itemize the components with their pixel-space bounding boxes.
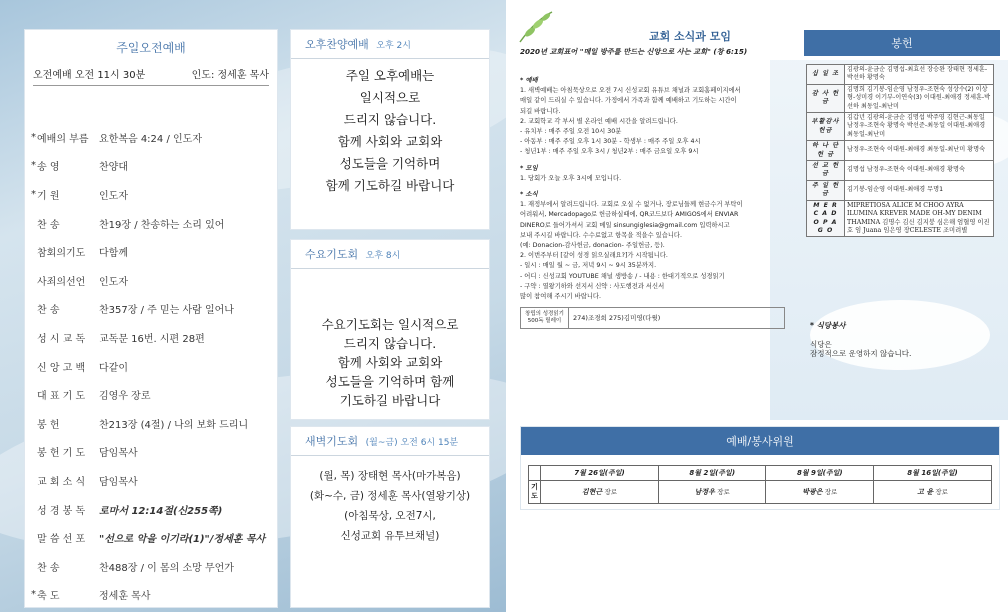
worship-order-value: "선으로 악을 이기라(1)"/정세훈 목사: [99, 534, 266, 546]
offering-names: MIPRETIOSA ALICE M CHOO AYRA ILUMINA KREVER MADE OH-MY DENIM THAMINA 김명수 김신 김지붕 심은해 엄혈영 이진호 임 Juana 임은영 장CELESTE 조미려별: [845, 200, 994, 237]
message-line: 함께 기도하길 바랍니다: [325, 178, 455, 193]
message-line: 기도하길 바랍니다: [339, 393, 441, 408]
worship-order-value: 찬488장 / 이 몸의 소망 무언가: [99, 562, 234, 574]
meal-service-body: [810, 340, 911, 358]
worship-order-row: [31, 409, 275, 438]
table-corner: [529, 466, 541, 481]
offering-category: 십 일 조: [807, 65, 845, 85]
bible-reading-relay-label: 창립의 성경읽기 500독 릴레이: [521, 308, 569, 328]
service-committee-title: 예배/봉사위원: [521, 427, 999, 455]
prayer-assignee: [766, 481, 874, 504]
worship-order-row: [31, 466, 275, 495]
offering-category: 하 나 단 헌 금: [807, 141, 845, 161]
worship-order-label: 축 도: [37, 591, 60, 603]
news-line: 보내 주시길 바랍니다. 수수료없고 항목을 적을수 있습니다.: [520, 231, 682, 239]
meal-service-line: 잠정적으로 운영하지 않습니다.: [810, 349, 912, 358]
assignee-name: 김현근: [581, 488, 603, 496]
offering-category: 감 사 헌 금: [807, 84, 845, 112]
message-line: 성도들을 기억하며: [339, 156, 441, 171]
worship-order-row: [31, 581, 275, 610]
news-line: 2. 교회학교 각 부서 별 온라인 예배 시간을 알려드립니다.: [520, 117, 678, 125]
news-line: 1. 당회가 오늘 오후 3시에 모입니다.: [520, 174, 622, 182]
worship-order-label: 말 씀 선 포: [37, 534, 86, 546]
offering-title: 봉헌: [804, 30, 1000, 56]
offering-row: [807, 200, 994, 237]
worship-order-value: 요한복음 4:24 / 인도자: [99, 133, 202, 145]
worship-order-label: 교 회 소 식: [37, 476, 86, 488]
news-section-heading: * 예배: [520, 77, 538, 84]
sunday-service-time: 오전예배 오전 11시 30분: [33, 70, 146, 81]
service-date: 7월 26일(주일): [541, 466, 659, 481]
message-line: 주일 오후예배는: [345, 68, 435, 83]
worship-order-row: [31, 380, 275, 409]
news-line: 많이 참여해 주시기 바랍니다.: [520, 293, 601, 301]
worship-order-label: 신 앙 고 백: [37, 362, 86, 374]
worship-order-label: 봉 헌 기 도: [37, 448, 86, 460]
worship-order-value: 인도자: [99, 190, 128, 202]
worship-order-value: 찬357장 / 주 믿는 사람 일어나: [99, 305, 234, 317]
news-line: 되길 바랍니다.: [520, 107, 561, 115]
message-line: 드리지 않습니다.: [343, 112, 437, 127]
worship-order-row: [31, 180, 275, 209]
news-line: - 어디 : 신성교회 YOUTUBE 채널 생방송 / - 내용 : 한대기적으로 성경읽기: [520, 272, 725, 280]
worship-order-label: 송 영: [37, 162, 60, 174]
service-committee-table: [528, 465, 992, 504]
worship-order-row: [31, 552, 275, 581]
worship-order-value: 인도자: [99, 276, 128, 288]
offering-row: [807, 141, 994, 161]
wednesday-prayer-time: 오후 8시: [365, 251, 401, 261]
news-line: - 유치부 : 매주 주일 오전 10시 30분: [520, 128, 622, 136]
wednesday-prayer-header: [291, 240, 489, 269]
sunday-service-card: [24, 29, 278, 608]
worship-order-row: [31, 352, 275, 381]
worship-order-label: 성 경 봉 독: [37, 505, 86, 517]
right-page: [510, 0, 1008, 612]
sunday-service-info: [33, 66, 269, 86]
service-committee-card: [520, 426, 1000, 510]
offering-row: [807, 180, 994, 200]
worship-order-row: [31, 495, 275, 524]
worship-order-row: [31, 209, 275, 238]
assignee-name: 박광은: [802, 488, 823, 496]
offering-table: [806, 64, 994, 237]
standing-mark: *: [31, 589, 36, 601]
worship-order-label: 찬 송: [37, 562, 60, 574]
assignee-rank: 장로: [824, 488, 838, 496]
worship-order-label: 찬 송: [37, 219, 60, 231]
assignee-name: 남정우: [694, 488, 715, 496]
message-line: 함께 사회와 교회와: [337, 134, 443, 149]
bible-reading-relay: [520, 307, 785, 329]
assignee-name: 고 윤: [917, 488, 934, 496]
worship-order-row: [31, 323, 275, 352]
worship-order-value: 로마서 12:14절(신255쪽): [99, 505, 223, 517]
offering-names: 김명섭 남정우-조현숙 이대원-최애경 황명숙: [845, 161, 994, 181]
offering-row: [807, 161, 994, 181]
worship-order-value: 다같이: [99, 362, 128, 374]
news-line: - 아동부 : 매주 주일 오후 1시 30분 - 학생부 : 매주 주일 오후 4시: [520, 138, 701, 146]
sunday-service-title: 주일오전예배: [116, 41, 186, 55]
offering-category: 부활감사헌금: [807, 113, 845, 141]
message-line: 신성교회 유투브채널): [340, 530, 440, 542]
news-line: - 일시 : 매일 월 ~ 금, 저녁 9시 ~ 9시 35분까지.: [520, 262, 657, 270]
message-line: (아침묵상, 오전7시,: [344, 510, 436, 522]
service-date: 8월 9일(주일): [766, 466, 874, 481]
message-line: 일시적으로: [359, 90, 421, 105]
order-of-worship: [31, 123, 275, 609]
offering-names: 김갑년 김광의-윤금순 김명섭 박주영 김현근-최동일 남정우-조현숙 황명숙 박선준-최동일 이대원-최애경 최동일-최난미: [845, 113, 994, 141]
news-sections: [520, 76, 805, 302]
worship-order-row: [31, 266, 275, 295]
worship-order-value: 찬19장 / 찬송하는 소리 있어: [99, 219, 225, 231]
prayer-row-label: 기 도: [529, 481, 541, 504]
news-title: 교회 소식과 모임: [648, 30, 732, 43]
news-line: 어려워서, Mercadopago로 헌금하실때에, QR코드보다 AMIGOS에서 ENVIAR: [520, 211, 739, 219]
afternoon-service-time: 오후 2시: [376, 41, 411, 51]
assignee-rank: 장로: [935, 488, 948, 496]
standing-mark: *: [31, 188, 36, 200]
news-line: (예: Donacion-감사헌금, donacion- 주일헌금, 등).: [520, 242, 665, 250]
afternoon-service-message: [291, 65, 489, 197]
offering-row: [807, 65, 994, 85]
worship-order-label: 사죄의선언: [37, 276, 86, 288]
worship-order-value: 교독문 16번. 시편 28편: [99, 333, 205, 345]
news-line: 매일 같이 드리실 수 있습니다. 가정에서 가족과 함께 예배하고 기도하는 시간이: [520, 97, 737, 105]
offering-names: 김명희 김기봉-임순영 남정우-조현숙 성상수(2) 이상형-성미경 이기부-이연숙(3) 이대원-최애경 정세훈-박선하 최동일-최난미: [845, 84, 994, 112]
afternoon-service-card: [290, 29, 490, 230]
wednesday-prayer-message: [291, 315, 489, 410]
news-line: 2. 이번주부터 [같이 성경 읽으실래요?]가 시작됩니다.: [520, 252, 668, 260]
standing-mark: *: [31, 160, 36, 172]
worship-order-row: [31, 152, 275, 181]
worship-order-row: [31, 523, 275, 552]
worship-order-value: 정세훈 목사: [99, 591, 151, 603]
worship-order-label: 참회의기도: [37, 248, 86, 260]
offering-names: 남정우-조현숙 이대원-최애경 최동일-최난미 황명숙: [845, 141, 994, 161]
offering-section: [804, 30, 1000, 237]
news-line: DINERO로 들어가셔서 교회 메일 sinsungiglesia@gmail.com 입력하시고: [520, 221, 730, 229]
message-line: 드리지 않습니다.: [343, 336, 437, 351]
worship-order-value: 찬양대: [99, 162, 128, 174]
news-section-heading: * 모임: [520, 164, 538, 172]
news-line: - 청년1부 : 매주 주일 오후 3시 / 청년2부 : 매주 금요일 오후 9시: [520, 148, 699, 156]
worship-order-row: [31, 295, 275, 324]
news-body: [520, 70, 805, 329]
assignee-rank: 장로: [717, 488, 730, 496]
dawn-prayer-message: [291, 466, 489, 546]
worship-order-value: 담임목사: [99, 448, 138, 460]
prayer-assignee: [874, 481, 992, 504]
church-motto: 2020년 교회표어 "매일 방주를 만드는 신앙으로 사는 교회" (창 6:15): [520, 47, 748, 56]
wednesday-prayer-card: [290, 239, 490, 420]
offering-category: 주 일 헌 금: [807, 180, 845, 200]
cloud-decoration: [810, 300, 990, 370]
offering-row: [807, 84, 994, 112]
service-date: 8월 2일(주일): [658, 466, 766, 481]
dawn-prayer-card: [290, 426, 490, 608]
offering-category: 선 교 헌 금: [807, 161, 845, 181]
afternoon-service-header: [291, 30, 489, 59]
offering-row: [807, 113, 994, 141]
dawn-prayer-title: 새벽기도회: [305, 435, 359, 448]
worship-order-label: 봉 헌: [37, 419, 60, 431]
news-line: - 구약 : 열왕기하와 선지서 신약 : 사도행전과 서신서: [520, 282, 665, 290]
worship-order-row: [31, 438, 275, 467]
worship-order-row: [31, 237, 275, 266]
leaf-icon: [516, 8, 556, 48]
worship-order-label: 예배의 부름: [37, 133, 89, 145]
message-line: 수요기도회는 일시적으로: [321, 317, 459, 332]
bible-reading-relay-value: 274)조경희 275)김미영(다윗): [573, 314, 661, 323]
offering-category: M E R C A D O P A G O: [807, 200, 845, 237]
news-line: 1. 새벽예배는 아침묵상으로 오전 7시 신성교회 유튜브 채널과 교회홈페이지에서: [520, 87, 741, 95]
news-section-heading: * 소식: [520, 191, 538, 199]
worship-order-value: 담임목사: [99, 476, 138, 488]
prayer-assignee: [541, 481, 659, 504]
standing-mark: *: [31, 131, 36, 143]
worship-order-label: 기 원: [37, 190, 60, 202]
message-line: 함께 사회와 교회와: [337, 355, 443, 370]
worship-order-row: [31, 123, 275, 152]
worship-order-value: 찬213장 (4절) / 나의 보화 드리니: [99, 419, 249, 431]
assignee-rank: 장로: [604, 488, 617, 496]
wednesday-prayer-title: 수요기도회: [305, 248, 359, 261]
worship-order-value: 김영우 장로: [99, 391, 151, 403]
sunday-service-leader: 인도: 정세훈 목사: [191, 70, 269, 81]
prayer-assignee: [658, 481, 766, 504]
dawn-prayer-header: [291, 427, 489, 456]
prayer-row: [529, 481, 992, 504]
worship-order-label: 대 표 기 도: [37, 391, 86, 403]
service-date: 8월 16일(주일): [874, 466, 992, 481]
worship-order-label: 성 시 교 독: [37, 333, 86, 345]
offering-names: 김광의-윤금순 김명섭-최효선 장승완 장태현 정세훈-박선하 황명숙: [845, 65, 994, 85]
afternoon-service-title: 오후찬양예배: [305, 38, 369, 51]
meal-service-line: 식당은: [810, 340, 832, 349]
dawn-prayer-time: (월~금) 오전 6시 15분: [365, 438, 459, 448]
news-line: 1. 재정부에서 알려드립니다. 교회로 오실 수 없거나, 장로님들께 현금수거 부탁이: [520, 201, 743, 209]
worship-order-label: 찬 송: [37, 305, 60, 317]
service-dates-row: [529, 466, 992, 481]
offering-names: 김기봉-임순영 이대원-최애경 무명1: [845, 180, 994, 200]
worship-order-value: 다함께: [99, 248, 128, 260]
message-line: 성도들을 기억하며 함께: [325, 374, 455, 389]
message-line: (월, 목) 장태현 목사(마가복음): [319, 470, 461, 482]
meal-service-title: * 식당봉사: [810, 321, 846, 330]
message-line: (화~수, 금) 정세훈 목사(열왕기상): [309, 490, 471, 502]
